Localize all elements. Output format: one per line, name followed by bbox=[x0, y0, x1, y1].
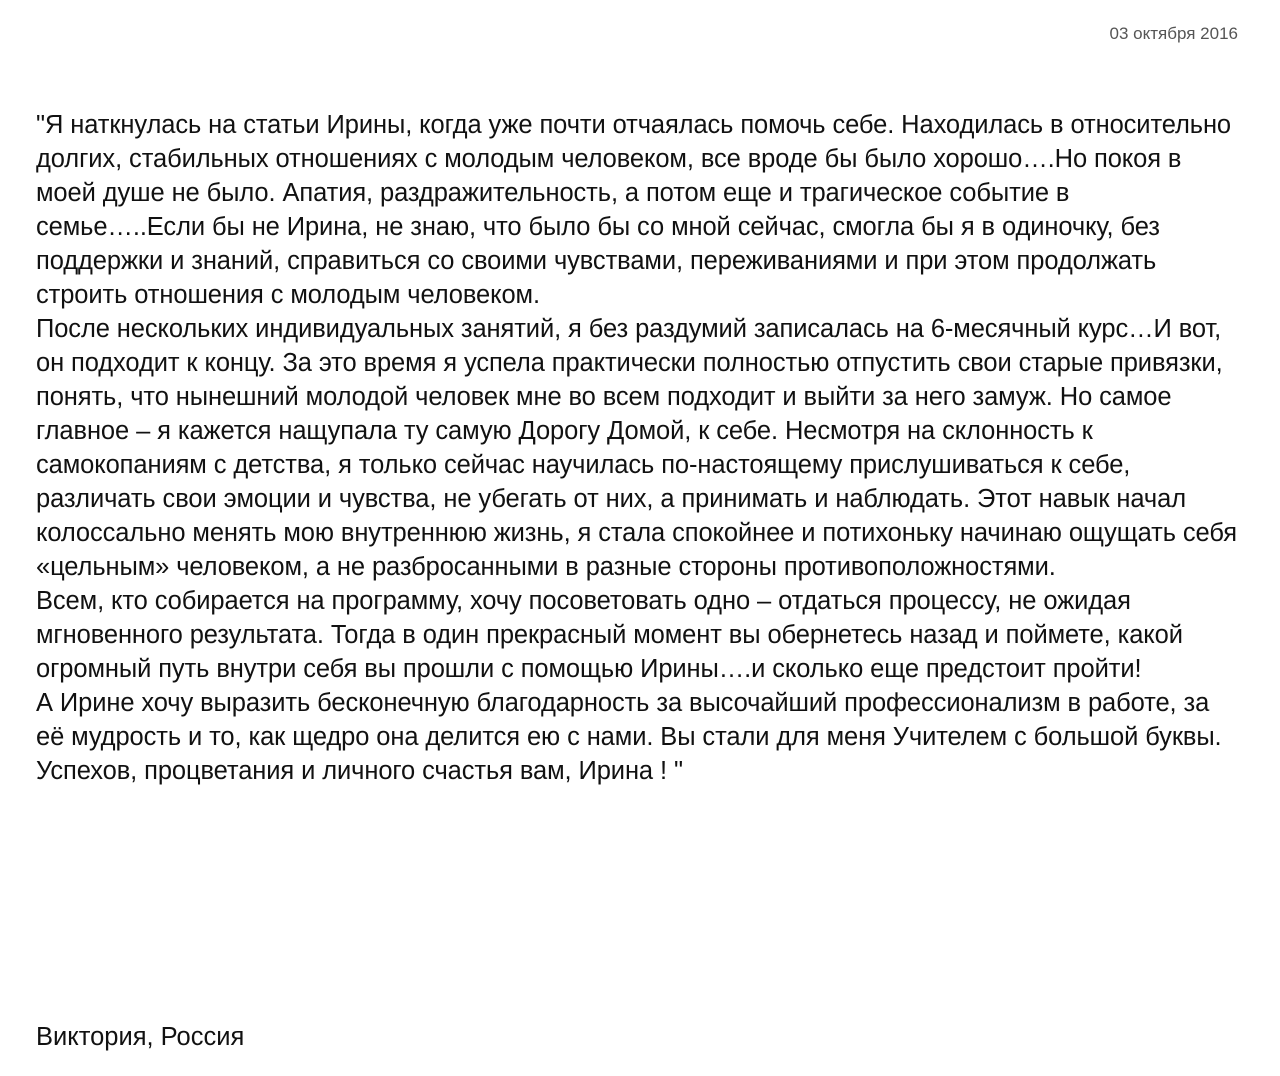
testimonial-paragraph: После нескольких индивидуальных занятий, я без раздумий записалась на 6-месячный курс…И вот, он подходит к концу. За это время я успела практически полностью отпустить свои старые привязки, понять, что нынешний молодой человек мне во всем подходит и выйти за него замуж. Но самое главное – я кажется нащупала ту самую Дорогу Домой, к себе. Несмотря на склонность к самокопаниям с детства, я только сейчас научилась по-настоящему прислушиваться к себе, различать свои эмоции и чувства, не убегать от них, а принимать и наблюдать. Этот навык начал колоссально менять мою внутреннюю жизнь, я стала спокойнее и потихоньку начинаю ощущать себя «цельным» человеком, а не разбросанными в разные стороны противоположностями. bbox=[36, 315, 1237, 581]
testimonial-paragraph: Всем, кто собирается на программу, хочу посоветовать одно – отдаться процессу, не ожидая мгновенного результата. Тогда в один прекрасный момент вы обернетесь назад и поймете, какой огромный путь внутри себя вы прошли с помощью Ирины….и сколько еще предстоит пройти! bbox=[36, 587, 1183, 683]
testimonial-paragraph: "Я наткнулась на статьи Ирины, когда уже почти отчаялась помочь себе. Находилась в относительно долгих, стабильных отношениях с молодым человеком, все вроде бы было хорошо….Но покоя в моей душе не было. Апатия, раздражительность, а потом еще и трагическое событие в семье…..Если бы не Ирина, не знаю, что было бы со мной сейчас, смогла бы я в одиночку, без поддержки и знаний, справиться со своими чувствами, переживаниями и при этом продолжать строить отношения с молодым человеком. bbox=[36, 111, 1232, 309]
testimonial-author: Виктория, Россия bbox=[36, 1023, 245, 1051]
post-date: 03 октября 2016 bbox=[1109, 24, 1238, 43]
testimonial-body bbox=[36, 108, 1240, 788]
testimonial-paragraph: А Ирине хочу выразить бесконечную благодарность за высочайший профессионализм в работе, за её мудрость и то, как щедро она делится ею с нами. Вы стали для меня Учителем с большой буквы. Успехов, процветания и личного счастья вам, Ирина ! " bbox=[36, 689, 1222, 785]
